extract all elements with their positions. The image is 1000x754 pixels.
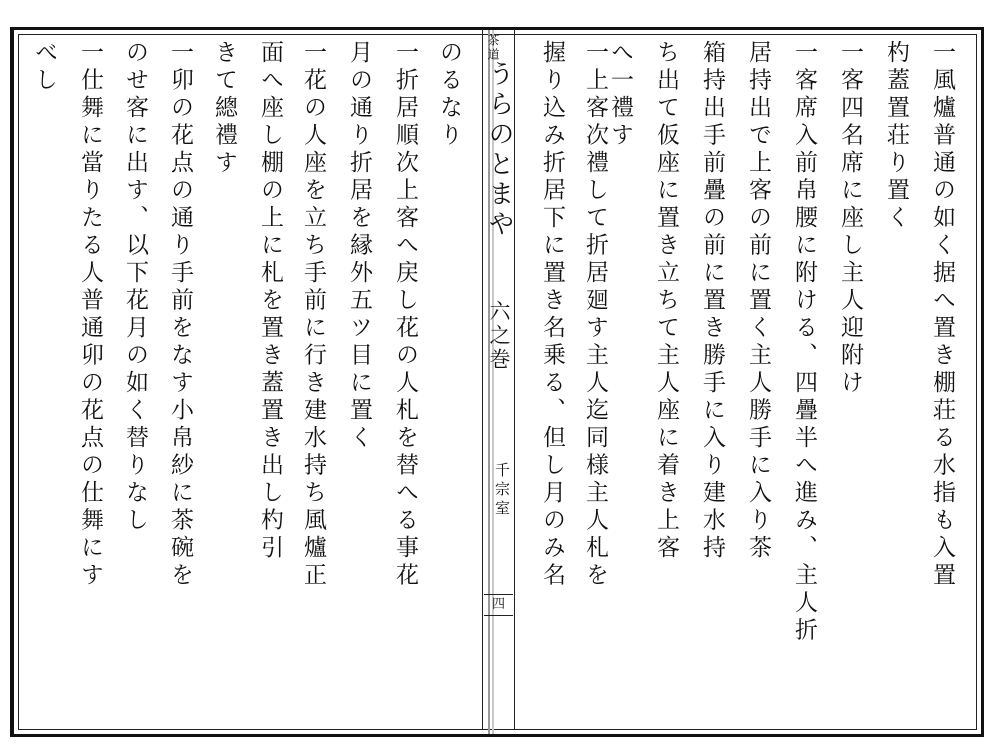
series-label: 茶道 bbox=[486, 34, 500, 62]
page-number-box bbox=[484, 594, 513, 616]
right-page-line-1: 一風爐普通の如く据へ置き棚荘る水指も入置 bbox=[929, 40, 955, 590]
left-page-line-2: 一折居順次上客へ戻し花の人札を替へる事花 bbox=[392, 40, 418, 590]
header-rule-left bbox=[482, 29, 483, 729]
right-page-line-6: 箱持出手前疊の前に置き勝手に入り建水持 bbox=[699, 40, 725, 563]
left-page-line-4: 一花の人座を立ち手前に行き建水持ち風爐正 bbox=[300, 40, 326, 590]
header-rule-right bbox=[514, 29, 515, 729]
left-page-line-6: きて總禮す bbox=[211, 40, 237, 178]
right-page-line-3: 一客四名席に座し主人迎附け bbox=[837, 40, 863, 398]
right-page-line-9: 一上客次禮して折居廻す主人迄同様主人札を bbox=[582, 40, 608, 590]
left-page-line-1: のるなり bbox=[436, 40, 462, 150]
right-page-line-2: 杓蓋置荘り置く bbox=[883, 40, 909, 233]
author-name: 千宗室 bbox=[493, 462, 511, 519]
right-page-line-5: 居持出で上客の前に置く主人勝手に入り茶 bbox=[745, 40, 771, 563]
book-title: うらのとまや bbox=[484, 60, 514, 240]
right-page-line-4: 一客席入前帛腰に附ける、四疊半へ進み、主人折 bbox=[791, 40, 817, 645]
right-page-line-8: へ一禮す bbox=[607, 40, 633, 150]
right-page-line-7: ち出て仮座に置き立ちて主人座に着き上客 bbox=[653, 40, 679, 563]
left-page-line-5: 面へ座し棚の上に札を置き蓋置き出し杓引 bbox=[257, 40, 283, 563]
left-page-line-7: 一卯の花点の通り手前をなす小帛紗に茶碗を bbox=[167, 40, 193, 590]
left-page-line-8: のせ客に出す、以下花月の如く替りなし bbox=[122, 40, 148, 535]
page-number: 四 bbox=[491, 597, 505, 612]
right-page-line-10: 握り込み折居下に置き名乗る、但し月のみ名 bbox=[539, 40, 565, 590]
left-page-line-3: 月の通り折居を縁外五ツ目に置く bbox=[346, 40, 372, 453]
left-page-line-9: 一仕舞に當りたる人普通卯の花点の仕舞にす bbox=[77, 40, 103, 590]
volume-label: 六之巻 bbox=[487, 300, 511, 372]
left-page-line-10: べし bbox=[31, 40, 57, 95]
